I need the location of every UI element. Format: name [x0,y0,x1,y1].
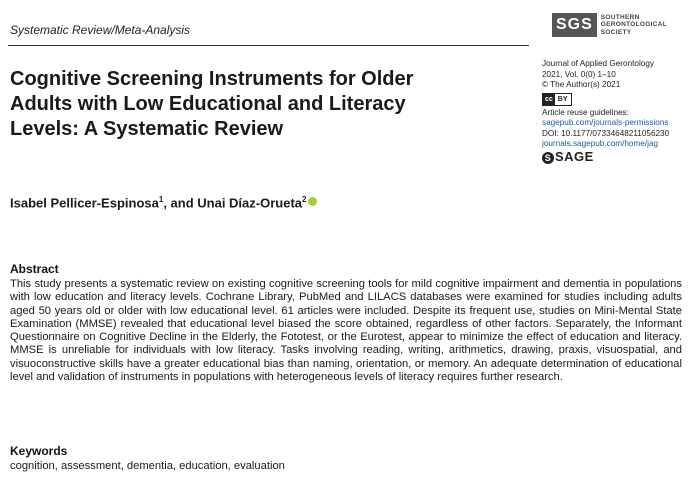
orcid-icon[interactable] [308,197,317,206]
journal-meta [542,59,694,164]
author-list [10,195,317,210]
title-line: Adults with Low Educational and Literacy [10,93,406,115]
publisher-name: SAGE [555,149,594,165]
society-logo [552,12,667,38]
cc-license-icon[interactable] [542,93,572,106]
article-title [10,67,510,142]
sgs-logo-mark: SGS [552,13,597,37]
cc-icon: cc [545,95,553,103]
author-connector: , and [163,195,198,211]
society-name-line: GERONTOLOGICAL [600,21,667,29]
copyright-notice: © The Author(s) 2021 [542,80,621,89]
keywords-heading: Keywords [10,444,68,458]
header-divider [8,45,529,46]
permissions-link[interactable]: sagepub.com/journals-permissions [542,118,669,127]
doi[interactable]: DOI: 10.1177/07334648211056230 [542,128,670,138]
journal-volume: 2021, Vol. 0(0) 1–10 [542,69,616,79]
affiliation-marker: 2 [302,195,307,204]
title-line: Cognitive Screening Instruments for Older [10,68,414,90]
article-type-label: Systematic Review/Meta-Analysis [10,23,191,37]
society-name-line: SOCIETY [600,28,632,36]
reuse-label: Article reuse guidelines: [542,107,629,117]
author-name: Isabel Pellicer-Espinosa [10,195,159,211]
title-line: Levels: A Systematic Review [10,118,284,140]
publisher-logo [542,149,694,165]
author-name: Unai Díaz-Orueta [197,195,303,211]
abstract-text: This study presents a systematic review on existing cognitive screening tools for mild cognitive impairment and dementia in populations with low education and literacy levels. Cochrane Library, PubMed and LILACS databases were examined for studies including adults aged 50 years old or older with low educational level. 61 articles were included. Despite its frequent use, studies on Mini-Mental State Examination (MMSE) revealed that educational level biased the score obtained, regardless of other factors. Separately, the Informant Questionnaire on Cognitive Decline in the Elderly, the Fototest, or the Eurotest, appear to minimize the effect of education and literacy. MMSE is unreliable for individuals with low literacy. Tasks involving reading, writing, arithmetics, drawing, praxis, visuospatial, and visuoconstructive skills have a greater educational bias than naming, orientation, or memory. An adequate determination of educational level and validation of instruments in populations with heterogeneous levels of literacy requires further research. [10,278,682,384]
journal-name: Journal of Applied Gerontology [542,59,654,68]
society-name [601,14,667,37]
sage-logo-icon: S [542,152,554,164]
journal-home-link[interactable]: journals.sagepub.com/home/jag [542,139,659,148]
keywords-text: cognition, assessment, dementia, education, evaluation [10,460,285,472]
affiliation-marker: 1 [158,195,164,204]
society-name-line: SOUTHERN [600,13,640,21]
abstract-heading: Abstract [10,262,59,276]
cc-by-label: BY [557,95,568,103]
